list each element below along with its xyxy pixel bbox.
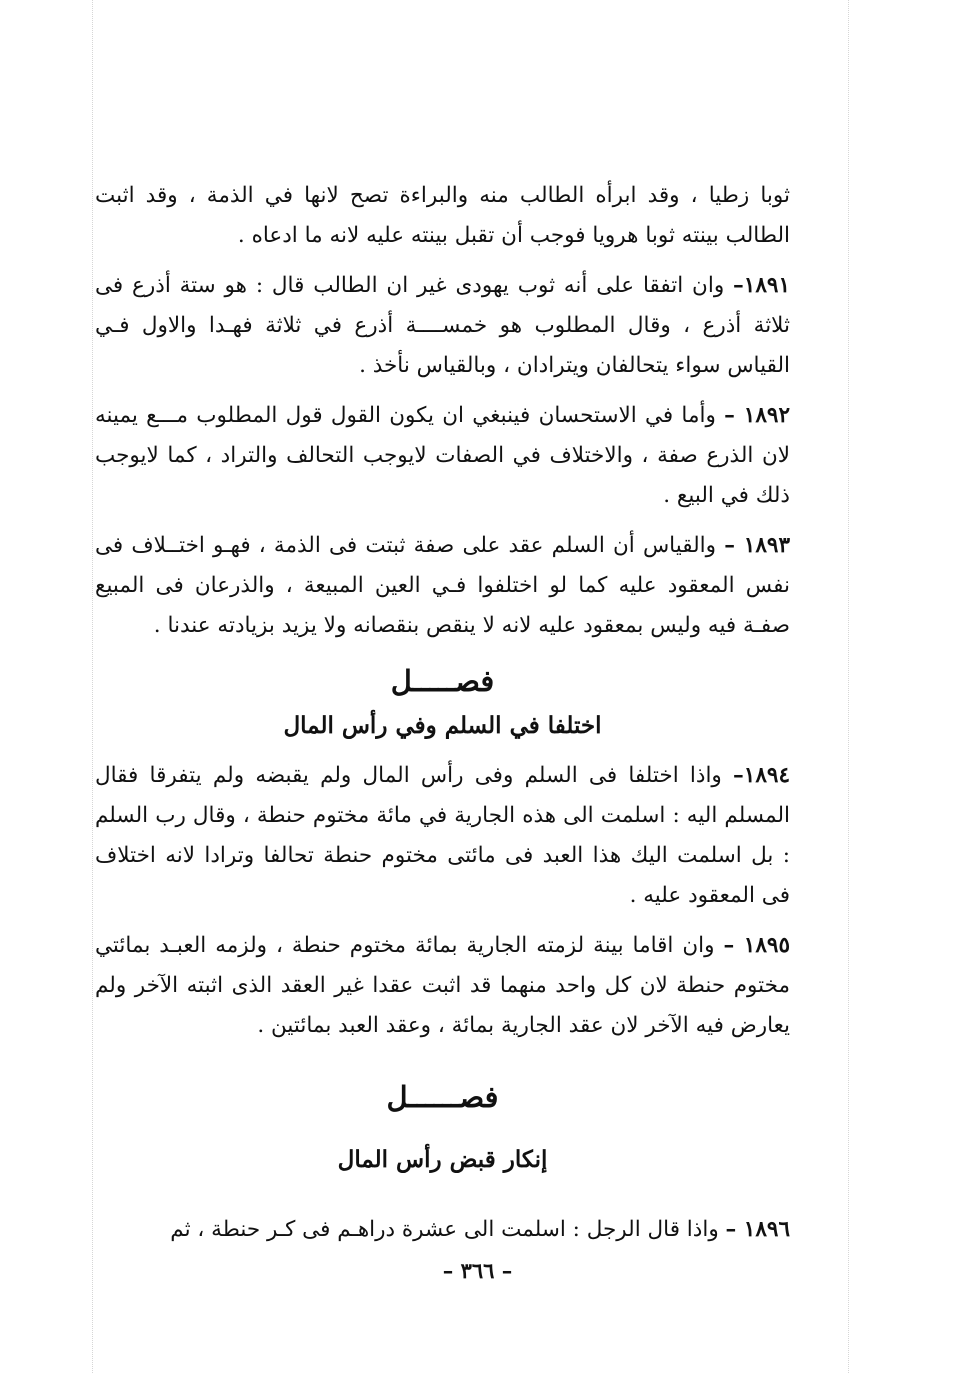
paragraph-text: واذا قال الرجل : اسلمت الى عشرة دراهـم فى كـر حنطة ، ثم — [170, 1217, 726, 1242]
paragraph-number: ١٨٩٢ – — [724, 403, 790, 428]
section-subheading: إنكار قبض رأس المال — [337, 1146, 548, 1173]
paragraph-1891 — [95, 266, 790, 386]
paragraph-number: ١٨٩١– — [733, 273, 790, 298]
paragraph-text: ثوبا زطيا ، وقد ابرأه الطالب منه والبراءة تصح لانها في الذمة ، وقد اثبت الطالب بينته ثوبا هرويا فوجب أن تقبل بينته عليه لانه ما ادعاه . — [95, 183, 790, 248]
document-page — [95, 176, 790, 1260]
paragraph-1893 — [95, 526, 790, 646]
paragraph-text: واذا اختلفا فى السلم وفى رأس المال ولم يقبضه ولم يتفرقا فقال المسلم اليه : اسلمت الى هذه الجارية في مائة مختوم حنطة ، وقال رب السلم : بل اسلمت اليك هذا العبد فى مائتى مختوم حنطة تحالفا وترادا لانه اختلاف فى المعقود عليه . — [95, 763, 790, 908]
paragraph-text: وان اتفقا على أنه ثوب يهودى غير ان الطالب قال : هو ستة أذرع فى ثلاثة أذرع ، وقال المطلوب هو خمســــة أذرع في ثلاثة فهـدا والاول فـي القياس سواء يتحالفان ويترادان ، وبالقياس نأخذ . — [95, 273, 790, 378]
section-heading: فصـــــل — [390, 664, 495, 698]
paragraph-text: وان اقاما بينة لزمته الجارية بمائة مختوم حنطة ، ولزمه العبـد بمائتي مختوم حنطة لان كل واحد منهما قد اثبت عقدا غير العقد الذى اثبته الآخر ولم يعارض فيه الآخر لان عقد الجارية بمائة ، وعقد العبد بمائتين . — [95, 933, 790, 1038]
paragraph-text: والقياس أن السلم عقد على صفة ثبتت فى الذمة ، فهـو اختــلاف فى نفس المعقود عليه كما لو اختلفوا فـي العين المبيعة ، والذرعان فى المبيع صفـة فيه وليس بمعقود عليه لانه لا ينقص بنقصانه ولا يزيد بزيادته عندنا . — [95, 533, 790, 638]
paragraph-1896 — [95, 1210, 790, 1250]
paragraph-number: ١٨٩٣ – — [724, 533, 790, 558]
section-subheading: اختلفا في السلم وفي رأس المال — [283, 712, 602, 739]
paragraph-text: وأما في الاستحسان فينبغي ان يكون القول قول المطلوب مـــع يمينه لان الذرع صفة ، والاختلاف في الصفات لايوجب التحالف والتراد ، كما لايوجب ذلك في البيع . — [95, 403, 790, 508]
paragraph-continuation — [95, 176, 790, 256]
paragraph-number: ١٨٩٤– — [733, 763, 790, 788]
paragraph-1894 — [95, 756, 790, 916]
paragraph-1892 — [95, 396, 790, 516]
paragraph-1895 — [95, 926, 790, 1046]
paragraph-number: ١٨٩٦ – — [725, 1217, 790, 1242]
section-heading: فصــــــل — [386, 1080, 499, 1114]
paragraph-number: ١٨٩٥ – — [723, 933, 790, 958]
page-number: – ٣٦٦ – — [442, 1258, 513, 1283]
